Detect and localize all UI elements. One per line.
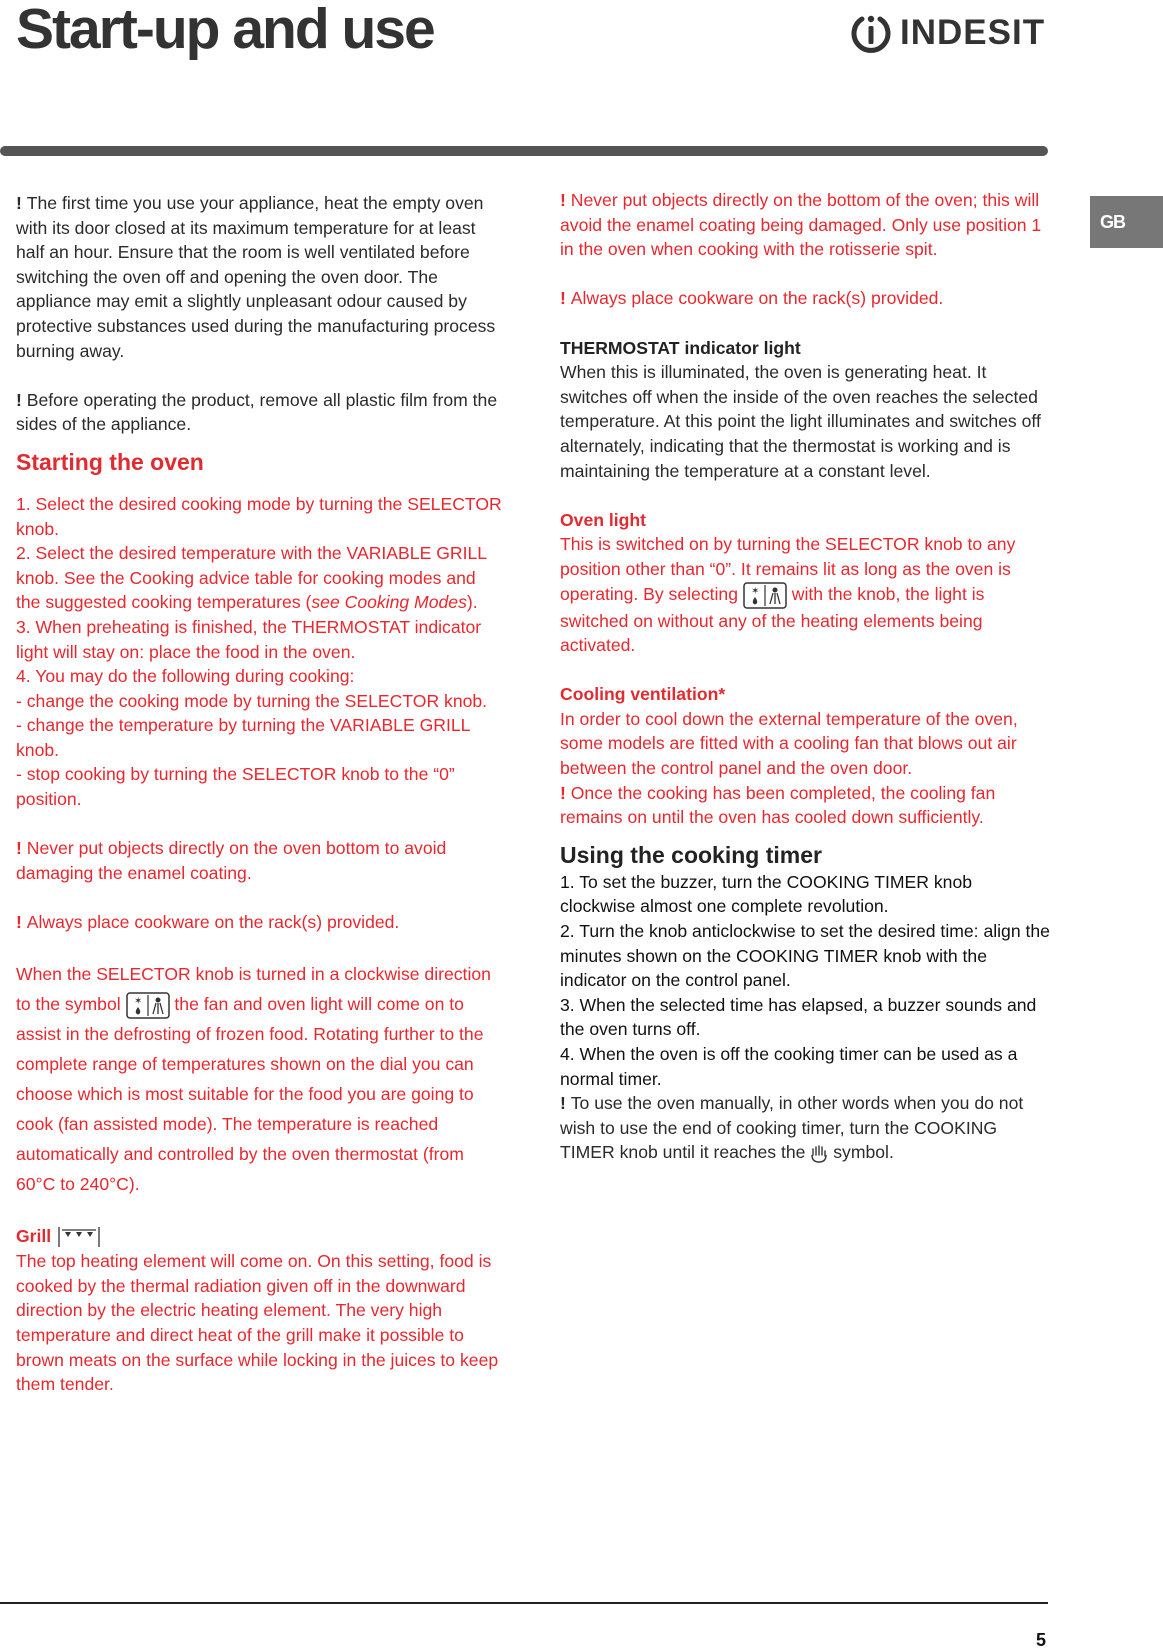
brand-logo [848, 10, 1045, 56]
intro-note: ! The first time you use your appliance, heat the empty oven with its door closed at its maximum temperature for at least half an hour. Ensure that the room is well ventilated before switching the oven off and opening the oven door. The appliance may emit a slightly unpleasant odour caused by protective substances used during the manufacturing process burning away. [16, 193, 496, 361]
grill-heading: Grill [16, 1224, 504, 1249]
plastic-film-note: ! Before operating the product, remove all plastic film from the sides of the appliance. [16, 389, 498, 435]
manual-hand-icon [810, 1144, 828, 1164]
cooking-timer-heading: Using the cooking timer [560, 841, 822, 868]
timer-step-4: 4. When the oven is off the cooking timer can be used as a normal timer. [560, 1044, 1018, 1089]
grill-text: The top heating element will come on. On this setting, food is cooked by the thermal radiation given off in the downward direction by the electric heating element. The very high temperature and direct heat of the grill make it possible to brown meats on the surface while locking in the juices to keep them tender. [16, 1251, 499, 1395]
page-number: 5 [1036, 1630, 1047, 1650]
cooling-warning: ! Once the cooking has been completed, the cooling fan remains on until the oven has cooled down sufficiently. [560, 782, 996, 828]
svg-text:✶: ✶ [750, 585, 760, 597]
brand-name: INDESIT [900, 13, 1046, 52]
warning-oven-bottom: ! Never put objects directly on the oven bottom to avoid damaging the enamel coating. [16, 838, 447, 883]
cooling-text: In order to cool down the external temperature of the oven, some models are fitted with a cooling fan that blows out air between the control panel and the oven door. [560, 708, 1018, 779]
step-2: 2. Select the desired temperature with the VARIABLE GRILL knob. See the Cooking advice table for cooking modes and the suggested cooking temperatures (see Cooking Modes). [16, 543, 487, 613]
warning-rack-right: ! Always place cookware on the rack(s) provided. [560, 288, 944, 309]
left-column [16, 191, 504, 1397]
cooling-heading: Cooling ventilation* [560, 684, 726, 705]
page-title: Start-up and use [16, 0, 434, 61]
thermostat-text: When this is illuminated, the oven is generating heat. It switches off when the inside of the oven reaches the selected temperature. At this point the light illuminates and switches off alternately, indicating that the thermostat is working and is maintaining the temperature at a constant level. [560, 362, 1041, 481]
header-rule [0, 146, 1048, 156]
timer-step-2: 2. Turn the knob anticlockwise to set the desired time: align the minutes shown on the COOKING TIMER knob with the indicator on the control panel. [560, 921, 1050, 991]
step-4c: - stop cooking by turning the SELECTOR knob to the “0” position. [16, 764, 455, 810]
oven-light-fan-icon [743, 582, 787, 609]
oven-light-text: This is switched on by turning the SELECTOR knob to any position other than “0”. It remains lit as long as the oven is operating. By selecting ✶ with the knob, the light is switched on without any of the heating elements being activated. [560, 534, 1016, 656]
step-3: 3. When preheating is finished, the THERMOSTAT indicator light will stay on: place the food in the oven. [16, 616, 482, 662]
footer-rule [0, 1602, 1048, 1604]
thermostat-heading: THERMOSTAT indicator light [560, 337, 801, 358]
step-4a: - change the cooking mode by turning the SELECTOR knob. [16, 690, 488, 711]
warning-rack: ! Always place cookware on the rack(s) provided. [16, 912, 400, 933]
defrost-fan-icon [126, 992, 170, 1019]
step-1: 1. Select the desired cooking mode by turning the SELECTOR knob. [16, 493, 502, 539]
step-4: 4. You may do the following during cooking: [16, 666, 355, 687]
starting-oven-heading: Starting the oven [16, 448, 204, 475]
oven-light-heading: Oven light [560, 509, 647, 530]
timer-step-1: 1. To set the buzzer, turn the COOKING TIMER knob clockwise almost one complete revolution. [560, 871, 973, 917]
right-column [560, 188, 1050, 1165]
grill-element-icon [56, 1225, 102, 1249]
language-tab: GB [1090, 196, 1163, 248]
timer-warning: ! To use the oven manually, in other words when you do not wish to use the end of cooking timer, turn the COOKING TIMER knob until it reaches the symbol. [560, 1093, 1024, 1163]
step-4b: - change the temperature by turning the VARIABLE GRILL knob. [16, 715, 470, 760]
warning-oven-bottom-rotisserie: ! Never put objects directly on the bottom of the oven; this will avoid the enamel coating being damaged. Only use position 1 in the oven when cooking with the rotisserie spit. [560, 190, 1042, 260]
svg-text:✶: ✶ [133, 996, 142, 1008]
fan-mode-text: When the SELECTOR knob is turned in a clockwise direction to the symbol ✶ the fan and oven light will come on to assist in the defrosting of frozen food. Rotating further to the complete range of temperatures shown on the dial you can choose which is most suitable for the food you are going to cook (fan assisted mode). The temperature is reached automatically and controlled by the oven thermostat (from 60°C to 240°C). [16, 964, 491, 1195]
indesit-power-icon [848, 10, 894, 56]
timer-step-3: 3. When the selected time has elapsed, a buzzer sounds and the oven turns off. [560, 994, 1037, 1040]
